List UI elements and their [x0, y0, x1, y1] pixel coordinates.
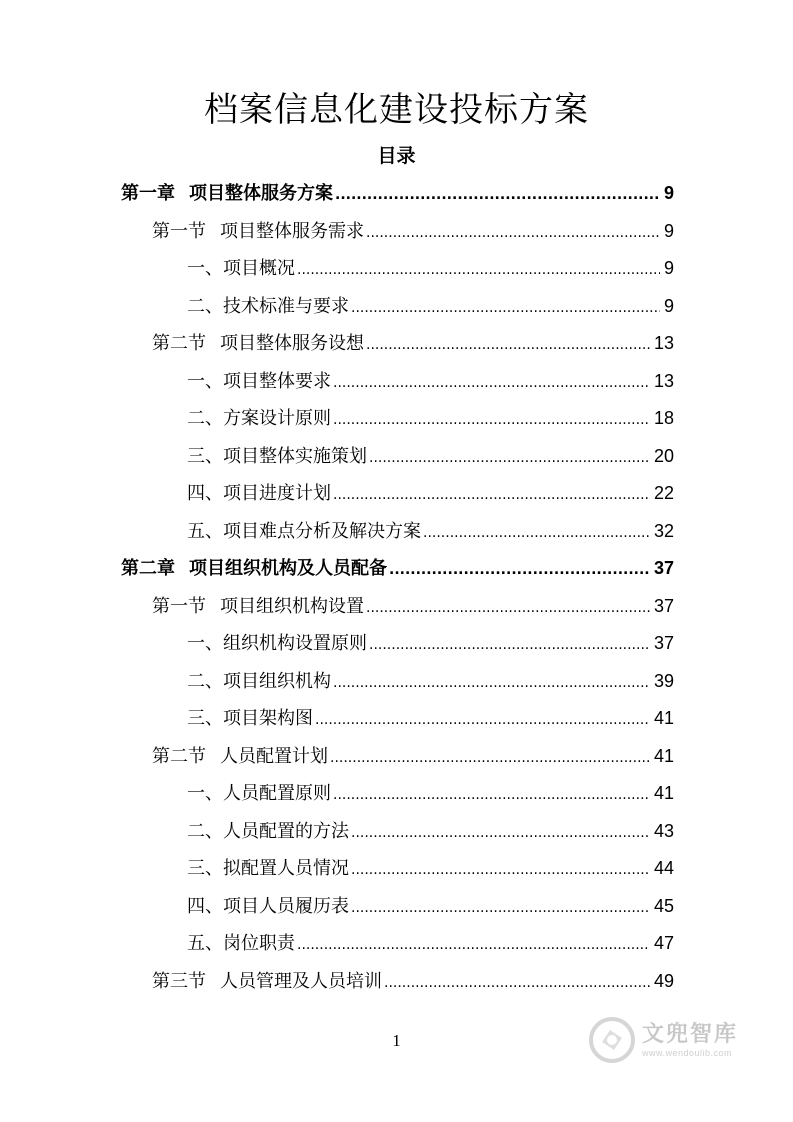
toc-entry[interactable] [187, 850, 674, 887]
toc-entry-title: 组织机构设置原则 [223, 633, 367, 654]
toc-entry[interactable] [187, 700, 674, 737]
toc-entry[interactable] [187, 663, 674, 700]
toc-entry-title: 项目组织机构设置 [220, 595, 364, 617]
toc-entry-page: 13 [653, 370, 674, 391]
toc-entry-title: 项目进度计划 [223, 483, 331, 504]
toc-entry-page: 13 [653, 333, 674, 353]
toc-leader-dots [333, 777, 650, 814]
toc-leader-dots [330, 740, 650, 777]
toc-entry[interactable] [152, 325, 674, 362]
toc-entry-number: 二、 [187, 295, 223, 317]
toc-entry-number: 五、 [187, 933, 223, 954]
toc-entry[interactable] [187, 400, 674, 437]
toc-entry-number: 三、 [187, 445, 223, 467]
toc-leader-dots [333, 665, 650, 702]
toc-leader-dots [315, 702, 650, 739]
toc-entry-title: 人员管理及人员培训 [220, 970, 382, 992]
watermark [588, 1016, 738, 1064]
toc-leader-dots [389, 552, 650, 589]
watermark-url: www.wendoulib.com [642, 1048, 733, 1058]
toc-leader-dots [297, 927, 650, 964]
toc-entry-title: 项目整体服务方案 [189, 183, 333, 204]
toc-entry-title: 项目架构图 [223, 708, 313, 729]
toc-entry[interactable] [187, 775, 674, 812]
toc-entry[interactable] [187, 363, 674, 400]
toc-entry[interactable] [187, 513, 674, 550]
toc-entry-number: 第二节 [152, 333, 206, 354]
toc-entry-title: 项目人员履历表 [223, 895, 349, 917]
toc-entry-number: 三、 [187, 858, 223, 879]
toc-entry-title: 技术标准与要求 [223, 295, 349, 317]
toc-leader-dots [351, 290, 660, 327]
toc-entry-page: 41 [653, 708, 674, 728]
toc-entry-page: 20 [653, 445, 674, 466]
toc-leader-dots [333, 365, 650, 402]
toc-entry-number: 第二节 [152, 745, 206, 767]
toc-entry-number: 三、 [187, 708, 223, 729]
toc-entry-number: 一、 [187, 258, 223, 279]
toc-entry-title: 项目整体实施策划 [223, 445, 367, 467]
toc-entry-title: 人员配置的方法 [223, 820, 349, 842]
watermark-name: 文兜智库 [642, 1022, 739, 1047]
toc-entry[interactable] [187, 250, 674, 287]
toc-entry-page: 37 [653, 595, 674, 616]
toc-entry-page: 37 [653, 558, 674, 578]
wendou-logo-icon [588, 1016, 636, 1064]
toc-entry-title: 方案设计原则 [223, 408, 331, 429]
toc-entry-number: 第三节 [152, 970, 206, 992]
toc-leader-dots [366, 590, 650, 627]
toc-entry-number: 五、 [187, 520, 223, 542]
toc-entry-number: 四、 [187, 483, 223, 504]
toc-entry-number: 第一节 [152, 220, 206, 242]
toc-entry-title: 项目整体要求 [223, 370, 331, 392]
toc-entry-title: 项目组织机构及人员配备 [189, 558, 387, 579]
toc-leader-dots [351, 852, 650, 889]
toc-entry[interactable] [187, 475, 674, 512]
toc-entry-page: 44 [653, 858, 674, 878]
toc-leader-dots [369, 440, 650, 477]
toc-entry-number: 二、 [187, 820, 223, 842]
toc-entry-page: 37 [653, 633, 674, 653]
toc-leader-dots [366, 215, 660, 252]
toc-entry-title: 拟配置人员情况 [223, 858, 349, 879]
toc-leader-dots [423, 515, 650, 552]
toc-entry-page: 32 [653, 520, 674, 541]
toc-entry-title: 人员配置原则 [223, 783, 331, 804]
toc-entry-title: 项目整体服务设想 [220, 333, 364, 354]
toc-entry[interactable] [187, 925, 674, 962]
toc-entry[interactable] [152, 213, 674, 250]
toc-entry[interactable] [187, 888, 674, 925]
toc-leader-dots [333, 402, 650, 439]
toc-entry[interactable] [121, 550, 674, 587]
toc-entry-number: 二、 [187, 670, 223, 692]
toc-entry[interactable] [121, 175, 674, 212]
toc-leader-dots [369, 627, 650, 664]
toc-entry-number: 一、 [187, 370, 223, 392]
document-title: 档案信息化建设投标方案 [204, 90, 589, 130]
toc-entry[interactable] [152, 963, 674, 1000]
toc-entry-page: 9 [663, 183, 674, 203]
toc-entry-page: 43 [653, 820, 674, 841]
toc-entry-page: 47 [653, 933, 674, 953]
toc-entry-page: 49 [653, 970, 674, 991]
toc-entry-number: 第一章 [121, 183, 175, 204]
toc-leader-dots [351, 890, 650, 927]
toc-entry-title: 项目组织机构 [223, 670, 331, 692]
toc-leader-dots [351, 815, 650, 852]
toc-entry-number: 一、 [187, 633, 223, 654]
toc-entry-page: 41 [653, 745, 674, 766]
toc-entry-number: 第一节 [152, 595, 206, 617]
toc-entry-page: 39 [653, 670, 674, 691]
page-number: 1 [392, 1031, 401, 1050]
toc-entry-number: 四、 [187, 895, 223, 917]
toc-entry-title: 项目概况 [223, 258, 295, 279]
toc-leader-dots [384, 965, 650, 1002]
toc-leader-dots [366, 327, 650, 364]
toc-entry[interactable] [187, 288, 674, 325]
toc-entry-number: 第二章 [121, 558, 175, 579]
toc-entry-page: 9 [663, 295, 674, 316]
toc-entry[interactable] [152, 588, 674, 625]
toc-leader-dots [335, 177, 660, 214]
toc-entry[interactable] [152, 738, 674, 775]
toc-entry-page: 9 [663, 258, 674, 278]
toc-leader-dots [333, 477, 650, 514]
toc-entry-title: 项目难点分析及解决方案 [223, 520, 421, 542]
toc-entry-title: 岗位职责 [223, 933, 295, 954]
toc-entry-page: 22 [653, 483, 674, 503]
toc-entry[interactable] [187, 625, 674, 662]
toc-entry-title: 人员配置计划 [220, 745, 328, 767]
toc-entry-page: 45 [653, 895, 674, 916]
toc-entry-title: 项目整体服务需求 [220, 220, 364, 242]
toc-entry-number: 一、 [187, 783, 223, 804]
toc-entry-page: 18 [653, 408, 674, 428]
toc-leader-dots [297, 252, 660, 289]
toc-entry[interactable] [187, 813, 674, 850]
toc-entry[interactable] [187, 438, 674, 475]
toc-entry-page: 41 [653, 783, 674, 803]
toc-heading: 目录 [377, 145, 416, 167]
toc-entry-page: 9 [663, 220, 674, 241]
toc-entry-number: 二、 [187, 408, 223, 429]
